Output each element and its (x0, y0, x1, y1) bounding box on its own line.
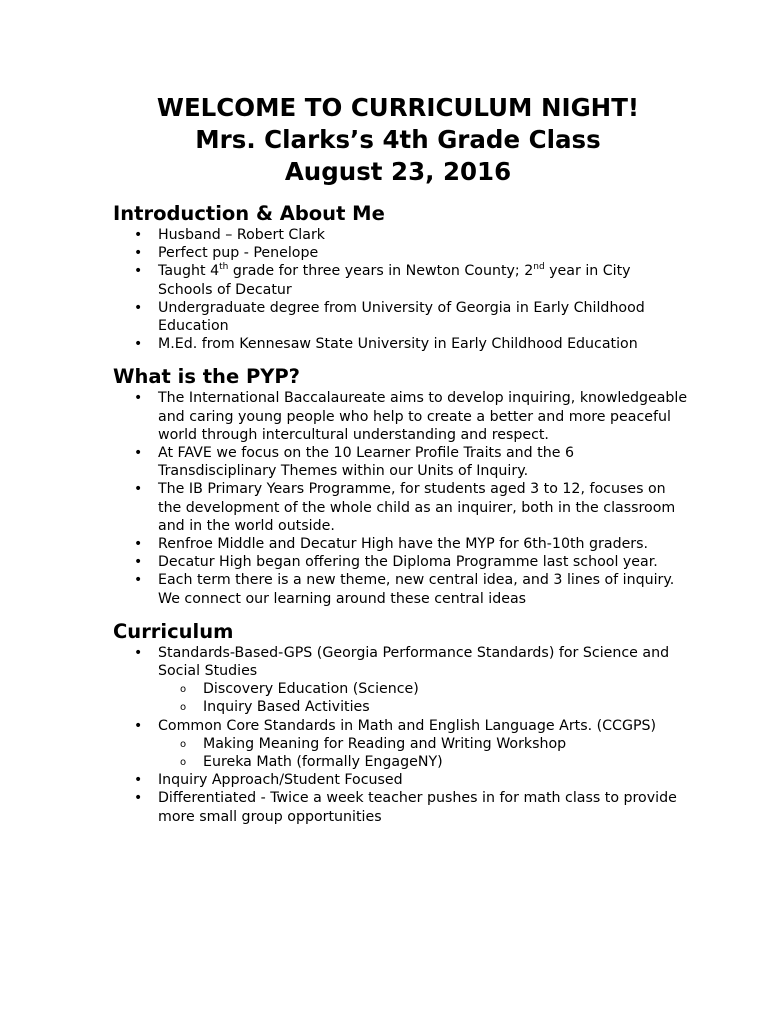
title-line-date: August 23, 2016 (284, 157, 512, 186)
document-title (113, 92, 688, 188)
list-item: • Undergraduate degree from University of Georgia in Early Childhood Education (113, 299, 688, 335)
list-item-text: Common Core Standards in Math and English Language Arts. (CCGPS) (158, 717, 657, 734)
list-item: • The IB Primary Years Programme, for students aged 3 to 12, focuses on the development of the whole child as an inquirer, both in the classroom and in the world outside. (113, 480, 688, 535)
list-item: • Each term there is a new theme, new central idea, and 3 lines of inquiry. We connect our learning around these central ideas (113, 571, 688, 607)
title-line-class: Mrs. Clarks’s 4th Grade Class (195, 125, 601, 154)
list-item-taught (113, 262, 688, 298)
sub-list-item: o Discovery Education (Science) (113, 680, 688, 698)
superscript: th (219, 262, 229, 273)
list-item: • Renfroe Middle and Decatur High have the MYP for 6th-10th graders. (113, 535, 688, 553)
curriculum-list (113, 644, 688, 826)
text-run: Taught 4 (158, 263, 220, 280)
sub-list-item: o Eureka Math (formally EngageNY) (113, 753, 688, 771)
title-line-welcome: WELCOME TO CURRICULUM NIGHT! (156, 93, 640, 122)
list-item: • Perfect pup - Penelope (113, 244, 688, 262)
list-item: • The International Baccalaureate aims to develop inquiring, knowledgeable and caring young people who help to create a better and more peaceful world through intercultural understanding and respect. (113, 389, 688, 444)
list-item: • Differentiated - Twice a week teacher pushes in for math class to provide more small group opportunities (113, 789, 688, 825)
list-item: • M.Ed. from Kennesaw State University in Early Childhood Education (113, 335, 688, 353)
section-heading-intro: Introduction & About Me (113, 202, 385, 225)
list-item (113, 644, 688, 717)
sub-list (158, 680, 688, 716)
text-run: grade for three years in Newton County; 2 (228, 263, 534, 280)
section-heading-curriculum: Curriculum (113, 619, 234, 643)
list-item: • Inquiry Approach/Student Focused (113, 771, 688, 789)
sub-list-item: o Inquiry Based Activities (113, 698, 688, 716)
list-item-text: Standards-Based-GPS (Georgia Performance Standards) for Science and Social Studies (158, 644, 670, 680)
sub-list-item: o Making Meaning for Reading and Writing Workshop (113, 735, 688, 753)
list-item (113, 717, 688, 772)
pyp-list (113, 389, 688, 607)
section-heading-pyp: What is the PYP? (113, 365, 300, 389)
list-item: • Husband – Robert Clark (113, 226, 688, 244)
text-run: year in City Schools of Decatur (158, 263, 631, 298)
list-item: • Decatur High began offering the Diploma Programme last school year. (113, 553, 688, 571)
sub-list (158, 735, 688, 771)
superscript: nd (533, 262, 545, 273)
intro-list (113, 226, 688, 353)
list-item: • At FAVE we focus on the 10 Learner Profile Traits and the 6 Transdisciplinary Themes within our Units of Inquiry. (113, 444, 688, 480)
